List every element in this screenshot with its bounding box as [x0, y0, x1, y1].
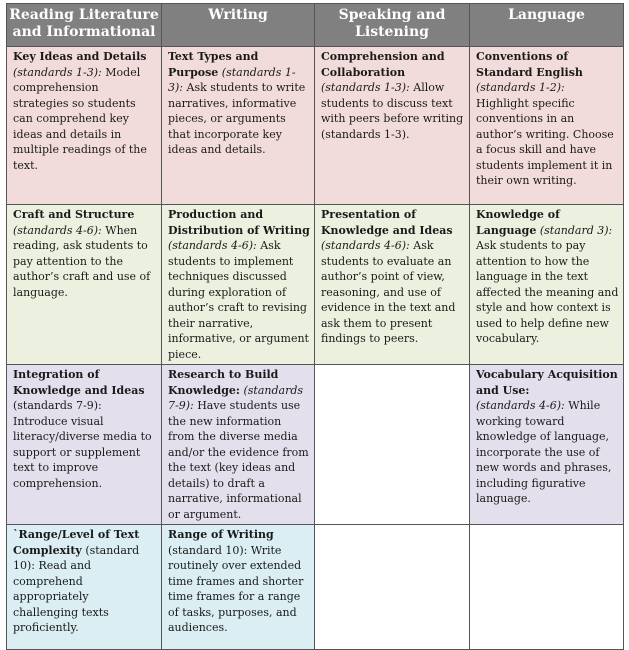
cell-body: Read and comprehend appropriately challenging texts proficiently. [13, 559, 109, 634]
cell-title: Production and Distribution of Writing [168, 208, 310, 237]
cell-standards: (standard 10): [168, 543, 248, 557]
table-body [7, 47, 624, 650]
cell-title: Conventions of Standard English [476, 50, 583, 79]
cell-empty [315, 365, 470, 525]
cell-craft-structure [7, 205, 162, 365]
cell-comprehension-collaboration [315, 47, 470, 205]
cell-standards: (standards 1-3): [321, 81, 410, 94]
cell-title: Comprehension and Collaboration [321, 50, 445, 79]
table-row [7, 205, 624, 365]
cell-title: Range of Writing [168, 528, 274, 541]
cell-knowledge-of-language [470, 205, 624, 365]
cell-body: Highlight specific conventions in an author’s writing. Choose a focus skill and have students implement it in their own writing. [476, 96, 614, 187]
cell-body: Have students use the new information from the diverse media and/or the evidence from the text (key ideas and details) to draft a narrative, informational or argument. [168, 399, 309, 521]
standards-table-container [6, 3, 624, 650]
cell-empty [470, 525, 624, 650]
cell-key-ideas [7, 47, 162, 205]
cell-standards: (standard 10): [13, 543, 140, 572]
cell-body: While working toward knowledge of language, incorporate the use of new words and phrases, including figurative language. [476, 399, 612, 505]
cell-empty [315, 525, 470, 650]
cell-title: Presentation of Knowledge and Ideas [321, 208, 453, 237]
cell-standards: (standards 1-3): [168, 65, 296, 94]
header-writing: Writing [162, 4, 315, 47]
cell-standards: (standards 4-6): [168, 239, 257, 252]
cell-standards: (standards 1-3): [13, 65, 102, 79]
cell-standards: (standards 4-6): [321, 239, 410, 252]
cell-vocabulary [470, 365, 624, 525]
cell-range-of-writing [162, 525, 315, 650]
cell-standards: (standards 7-9): [13, 399, 102, 412]
cell-production-distribution [162, 205, 315, 365]
standards-table [6, 3, 624, 650]
cell-conventions [470, 47, 624, 205]
header-row [7, 4, 624, 47]
cell-integration [7, 365, 162, 525]
cell-body: Introduce visual literacy/diverse media to support or supplement text to improve comprehension. [13, 414, 152, 490]
cell-research [162, 365, 315, 525]
cell-standards: (standard 3): [539, 223, 613, 237]
cell-title: Knowledge of Language [476, 208, 560, 237]
cell-title: `Range/Level of Text Complexity [13, 528, 140, 557]
header-reading: Reading Literature and Informational [7, 4, 162, 47]
table-row [7, 47, 624, 205]
cell-range-text-complexity [7, 525, 162, 650]
cell-body: When reading, ask students to pay attention to the author’s craft and use of language. [13, 223, 151, 299]
cell-standards: (standards 7-9): [168, 383, 304, 412]
cell-title: Research to Build Knowledge: [168, 368, 279, 397]
cell-body: Allow students to discuss text with peers before writing (standards 1-3). [321, 81, 464, 141]
cell-title: Text Types and Purpose [168, 50, 259, 79]
cell-body: Model comprehension strategies so students can comprehend key ideas and details in multiple readings of the text. [13, 65, 147, 172]
cell-title: Vocabulary Acquisition and Use: [476, 368, 618, 397]
cell-title: Integration of Knowledge and Ideas [13, 368, 145, 397]
cell-standards: (standards 4-6): [13, 223, 102, 237]
cell-body: Ask students to write narratives, informative pieces, or arguments that incorporate key ideas and details. [168, 81, 306, 156]
header-speaking-listening: Speaking and Listening [315, 4, 470, 47]
cell-standards: (standards 4-6): [476, 399, 565, 412]
cell-body: Ask students to evaluate an author’s point of view, reasoning, and use of evidence in the text and ask them to present findings to peers. [321, 239, 456, 345]
cell-body: Ask students to implement techniques discussed during exploration of author’s craft to revising their narrative, informative, or argument piece. [168, 239, 309, 361]
cell-text-types [162, 47, 315, 205]
cell-title: Craft and Structure [13, 208, 135, 221]
table-row [7, 525, 624, 650]
table-row [7, 365, 624, 525]
table-header [7, 4, 624, 47]
cell-presentation [315, 205, 470, 365]
header-language: Language [470, 4, 624, 47]
cell-body: Write routinely over extended time frames and shorter time frames for a range of tasks, purposes, and audiences. [168, 543, 304, 634]
cell-title: Key Ideas and Details [13, 50, 147, 63]
cell-body: Ask students to pay attention to how the language in the text affected the meaning and style and how context is used to help define new vocabulary. [476, 239, 619, 345]
cell-standards: (standards 1-2): [476, 81, 565, 94]
